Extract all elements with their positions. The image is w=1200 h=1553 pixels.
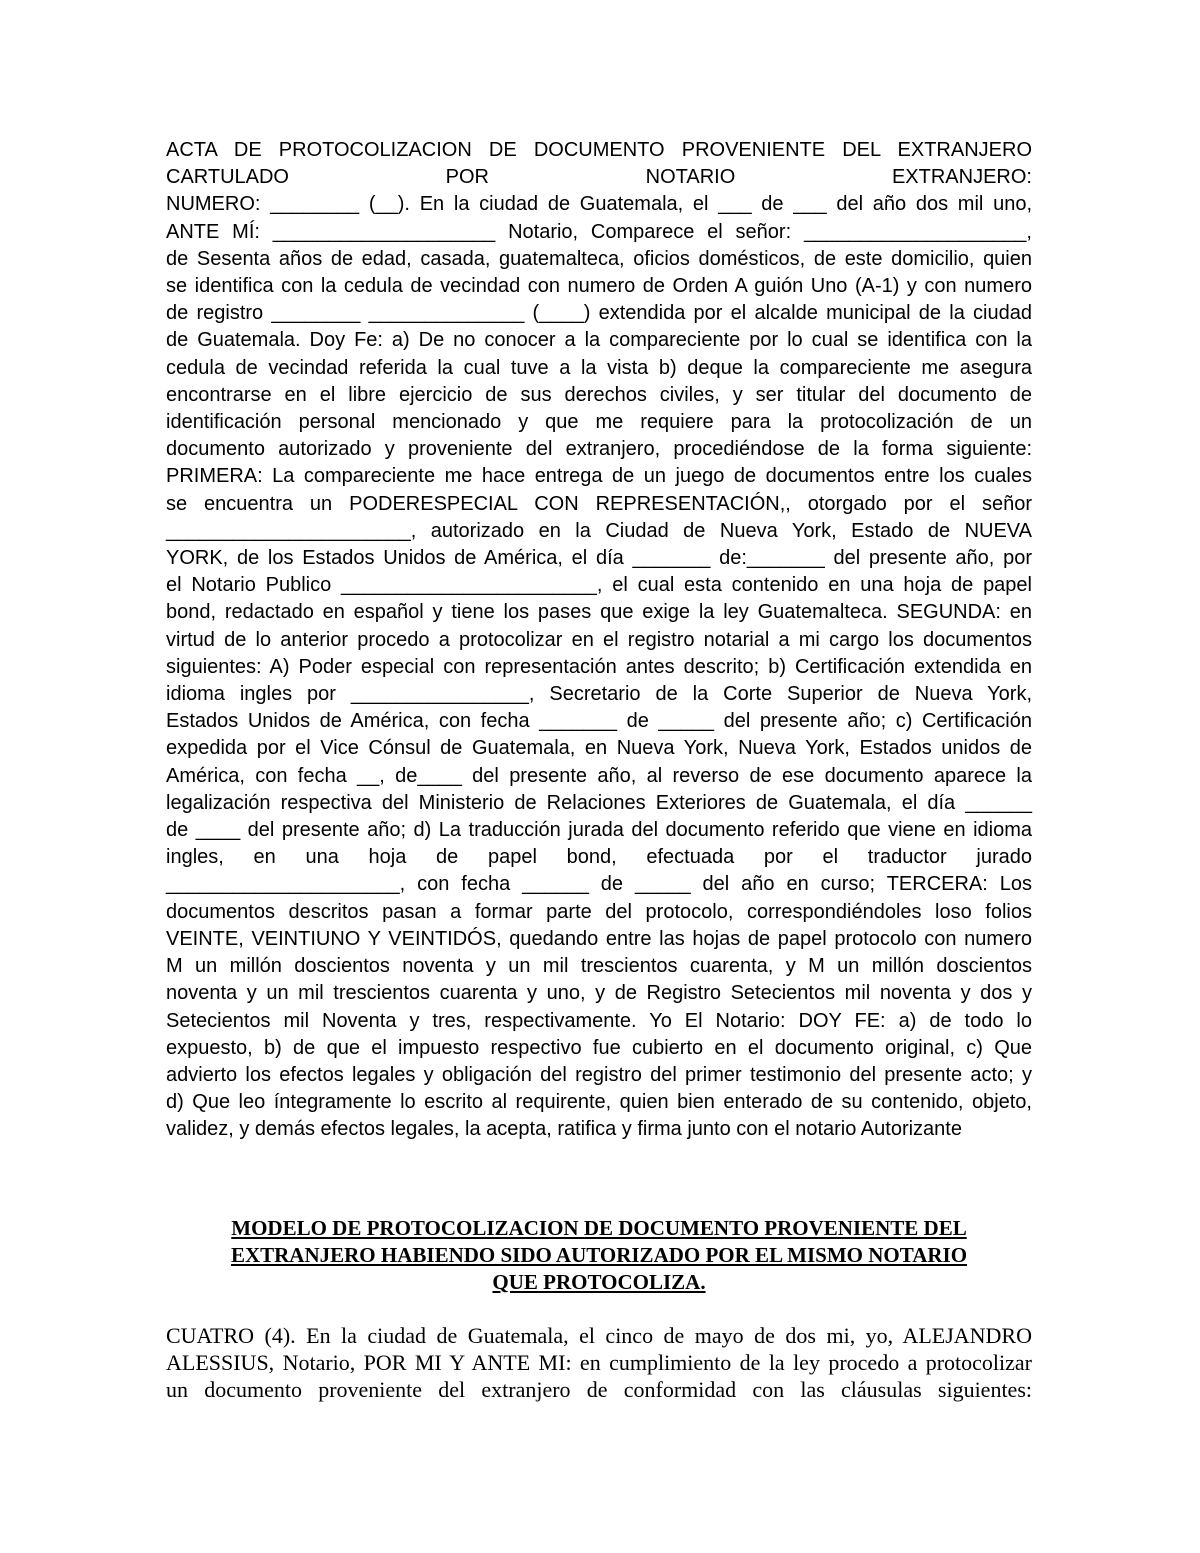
text-line: VEINTE, VEINTIUNO Y VEINTIDÓS, quedando entre las hojas de papel protocolo con numero — [166, 927, 1032, 950]
text-line: América, con fecha __, de____ del presente año, al reverso de ese documento aparece la — [166, 764, 1032, 787]
text-line: _____________________, con fecha ______ de _____ del año en curso; TERCERA: Los — [166, 873, 1032, 896]
text-line: expuesto, b) de que el impuesto respectivo fue cubierto en el documento original, c) Que — [166, 1036, 1032, 1059]
text-line: idioma ingles por ________________, Secretario de la Corte Superior de Nueva York, — [166, 683, 1032, 706]
text-line: se encuentra un PODERESPECIAL CON REPRESENTACIÓN,, otorgado por el señor — [166, 492, 1032, 515]
text-line: encontrarse en el libre ejercicio de sus derechos civiles, y ser titular del documento de — [166, 383, 1032, 406]
text-line: siguientes: A) Poder especial con representación antes descrito; b) Certificación extendida en — [166, 655, 1032, 678]
text-line: YORK, de los Estados Unidos de América, el día _______ de:_______ del presente año, por — [166, 547, 1032, 570]
second-act-text — [166, 1322, 1032, 1403]
heading-line: EXTRANJERO HABIENDO SIDO AUTORIZADO POR EL MISMO NOTARIO — [230, 1243, 968, 1267]
text-line: de ____ del presente año; d) La traducción jurada del documento referido que viene en idioma — [166, 819, 1032, 842]
text-line: PRIMERA: La compareciente me hace entrega de un juego de documentos entre los cuales — [166, 465, 1032, 488]
text-line: validez, y demás efectos legales, la acepta, ratifica y firma junto con el notario Autorizante — [166, 1118, 962, 1141]
text-line: Estados Unidos de América, con fecha _______ de _____ del presente año; c) Certificación — [166, 710, 1032, 733]
text-line: NUMERO: ________ (__). En la ciudad de Guatemala, el ___ de ___ del año dos mil uno, — [166, 193, 1032, 216]
text-line: Setecientos mil Noventa y tres, respectivamente. Yo El Notario: DOY FE: a) de todo lo — [166, 1009, 1032, 1032]
text-line: legalización respectiva del Ministerio de Relaciones Exteriores de Guatemala, el día ______ — [166, 791, 1032, 814]
text-line: bond, redactado en español y tiene los pases que exige la ley Guatemalteca. SEGUNDA: en — [166, 601, 1032, 624]
text-line: un documento proveniente del extranjero de conformidad con las cláusulas siguientes: — [166, 1377, 1032, 1402]
text-line: de registro ________ ______________ (____) extendida por el alcalde municipal de la ciudad — [166, 302, 1032, 325]
text-line: ingles, en una hoja de papel bond, efectuada por el traductor jurado — [166, 846, 1032, 869]
text-line: expedida por el Vice Cónsul de Guatemala, en Nueva York, Nueva York, Estados unidos de — [166, 737, 1032, 760]
text-line: noventa y un mil trescientos cuarenta y uno, y de Registro Setecientos mil noventa y dos y — [166, 982, 1032, 1005]
protocol-act-text — [166, 137, 1032, 1144]
text-line: identificación personal mencionado y que me requiere para la protocolización de un — [166, 411, 1032, 434]
text-line: ALESSIUS, Notario, POR MI Y ANTE MI: en cumplimiento de la ley procedo a protocolizar — [166, 1350, 1032, 1375]
text-line: documento autorizado y proveniente del extranjero, procediéndose de la forma siguiente: — [166, 438, 1032, 461]
text-line: de Sesenta años de edad, casada, guatemalteca, oficios domésticos, de este domicilio, quien — [166, 247, 1032, 270]
text-line: CARTULADO POR NOTARIO EXTRANJERO: — [166, 166, 1032, 189]
heading-line: MODELO DE PROTOCOLIZACION DE DOCUMENTO PROVENIENTE DEL — [231, 1216, 967, 1240]
text-line: documentos descritos pasan a formar parte del protocolo, correspondiéndoles loso folios — [166, 900, 1032, 923]
text-line: d) Que leo íntegramente lo escrito al requirente, quien bien enterado de su contenido, objeto, — [166, 1091, 1032, 1114]
text-line: de Guatemala. Doy Fe: a) De no conocer a la compareciente por lo cual se identifica con la — [166, 329, 1032, 352]
model-heading — [166, 1215, 1032, 1296]
text-line: virtud de lo anterior procedo a protocolizar en el registro notarial a mi cargo los documentos — [166, 628, 1032, 651]
text-line: CUATRO (4). En la ciudad de Guatemala, el cinco de mayo de dos mi, yo, ALEJANDRO — [166, 1323, 1032, 1348]
heading-line: QUE PROTOCOLIZA. — [492, 1270, 706, 1294]
text-line: ______________________, autorizado en la Ciudad de Nueva York, Estado de NUEVA — [166, 519, 1032, 542]
text-line: se identifica con la cedula de vecindad con numero de Orden A guión Uno (A-1) y con numero — [166, 275, 1032, 298]
text-line: el Notario Publico _______________________, el cual esta contenido en una hoja de papel — [166, 574, 1032, 597]
text-line: advierto los efectos legales y obligación del registro del primer testimonio del presente acto; y — [166, 1063, 1032, 1086]
text-line: ACTA DE PROTOCOLIZACION DE DOCUMENTO PROVENIENTE DEL EXTRANJERO — [166, 139, 1032, 161]
text-line: cedula de vecindad referida la cual tuve a la vista b) deque la compareciente me asegura — [166, 356, 1032, 379]
text-line: M un millón doscientos noventa y un mil trescientos cuarenta, y M un millón doscientos — [166, 955, 1032, 978]
text-line: ANTE MÍ: ____________________ Notario, Comparece el señor: ____________________, — [166, 220, 1032, 243]
